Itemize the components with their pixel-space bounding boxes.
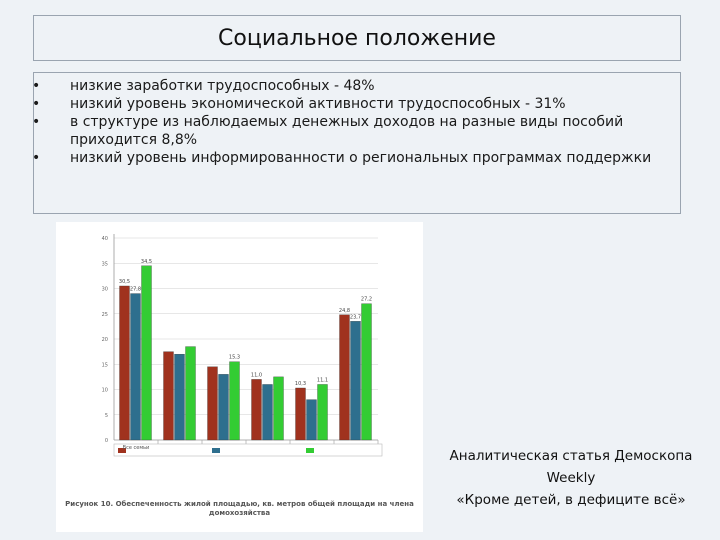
legend-swatch	[306, 448, 314, 453]
bullet-list	[34, 77, 670, 167]
y-tick-label: 20	[101, 337, 108, 343]
slide-title: Социальное положение	[218, 25, 496, 51]
bar-chart	[56, 222, 423, 532]
bar	[362, 304, 372, 440]
bar	[230, 362, 240, 440]
y-tick-label: 30	[101, 286, 108, 293]
bullet-item: • низкие заработки трудоспособных - 48%	[34, 77, 670, 95]
legend-swatch	[212, 448, 220, 453]
data-label: 24,8	[338, 307, 351, 314]
bullet-item: • в структуре из наблюдаемых денежных доходов на разные виды пособий приходится 8,8%	[34, 113, 670, 149]
bar	[186, 347, 196, 440]
chart-caption: Рисунок 10. Обеспеченность жилой площадью, кв. метров общей площади на члена домохозяйства	[65, 500, 414, 517]
data-label: 11,0	[250, 372, 263, 379]
y-tick-label: 5	[104, 412, 108, 419]
source-line-2: Weekly	[546, 470, 596, 486]
bar	[164, 352, 174, 440]
source-note	[436, 445, 706, 511]
y-tick-label: 40	[101, 236, 108, 242]
x-tick-label: Все семьи	[122, 445, 150, 451]
y-tick-label: 10	[101, 387, 108, 394]
bar	[263, 384, 273, 440]
data-label: 30,5	[118, 278, 131, 285]
data-label: 23,7	[349, 314, 362, 321]
bar	[120, 286, 130, 440]
chart-image	[56, 222, 423, 532]
data-label: 34,5	[140, 258, 153, 265]
bar	[219, 374, 229, 440]
bullet-item: • низкий уровень информированности о региональных программах поддержки	[34, 149, 670, 167]
bar	[274, 377, 284, 440]
y-tick-label: 35	[101, 261, 108, 268]
data-label: 27,8	[129, 286, 142, 293]
y-tick-label: 15	[101, 362, 108, 369]
bar	[351, 321, 361, 440]
bar	[142, 266, 152, 440]
bar	[340, 315, 350, 440]
bar	[296, 388, 306, 440]
bar	[175, 354, 185, 440]
y-tick-label: 25	[101, 311, 108, 318]
bullet-item: • низкий уровень экономической активности трудоспособных - 31%	[34, 95, 670, 113]
data-label: 27,2	[360, 296, 373, 303]
bullets-box	[33, 72, 681, 214]
bar	[318, 384, 328, 440]
source-line-1: Аналитическая статья Демоскопа	[449, 448, 693, 464]
data-label: 10,3	[294, 380, 307, 387]
bar	[208, 367, 218, 440]
bar	[252, 379, 262, 440]
y-tick-label: 0	[104, 438, 108, 444]
source-line-3: «Кроме детей, в дефиците всё»	[456, 492, 686, 508]
data-label: 11,1	[316, 377, 329, 384]
bar	[307, 400, 317, 440]
slide-title-box	[33, 15, 681, 61]
data-label: 15,3	[228, 354, 241, 361]
bar	[131, 294, 141, 440]
legend-box	[114, 444, 382, 456]
